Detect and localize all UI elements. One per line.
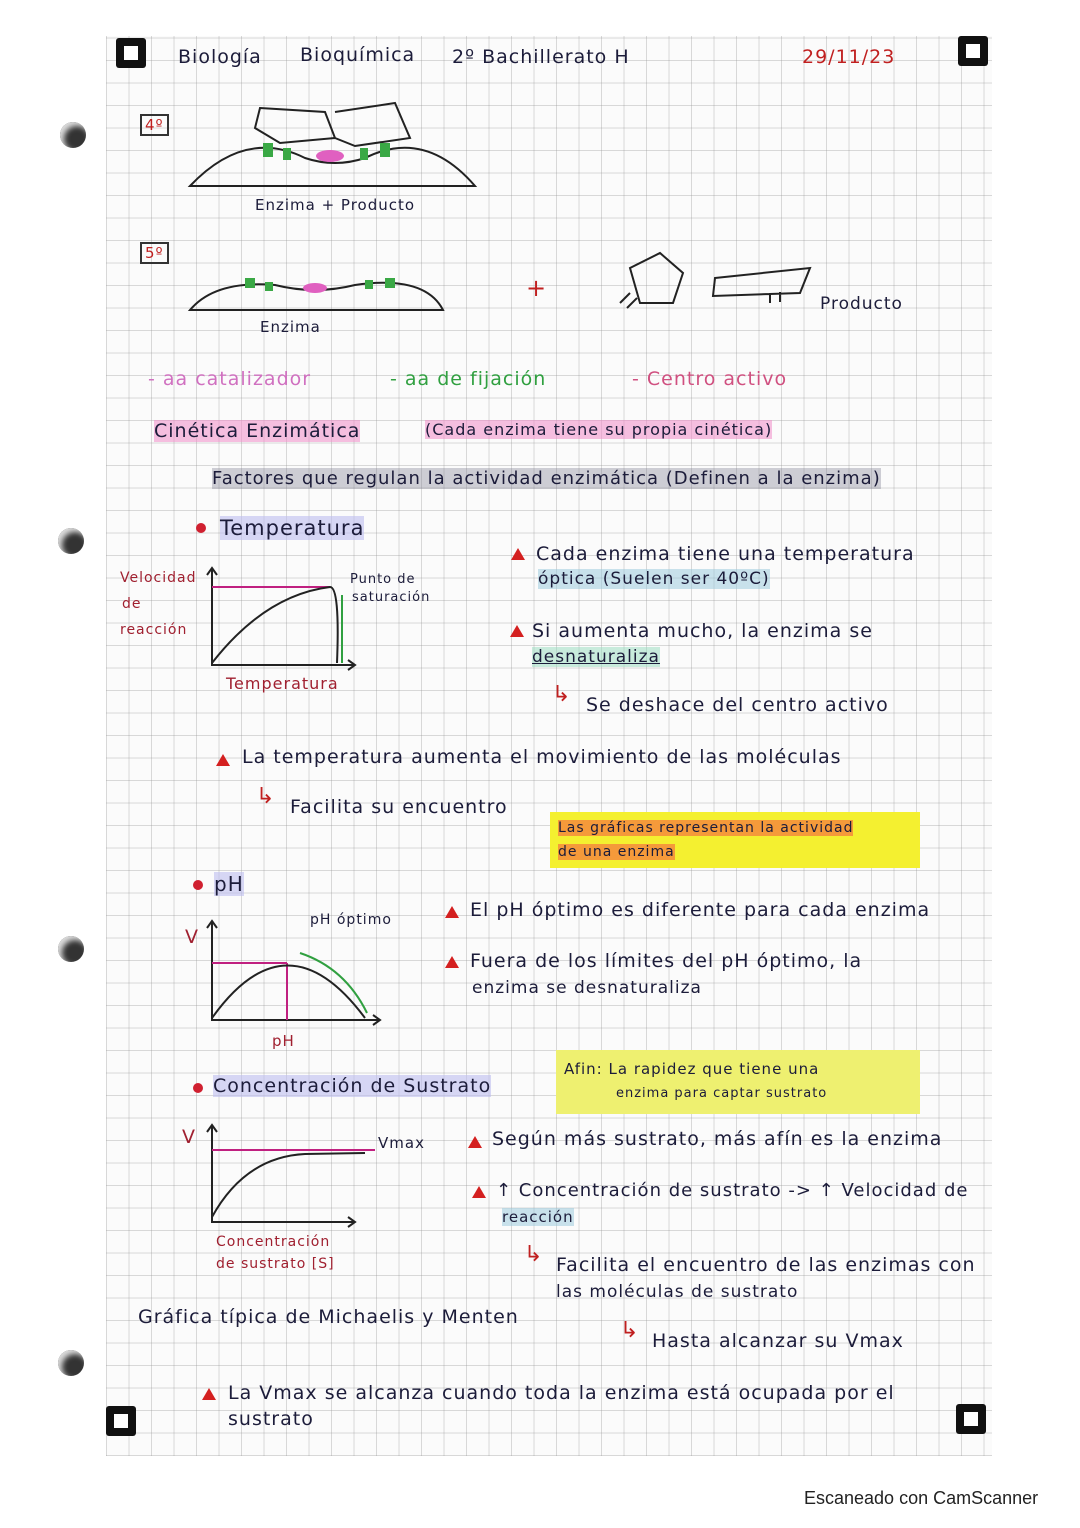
ph-note: enzima se desnaturaliza: [472, 978, 702, 998]
sticky-text: Afin: La rapidez que tiene una: [564, 1060, 820, 1078]
substrate-graph: [205, 1122, 385, 1232]
temp-xlabel: Temperatura: [226, 674, 339, 693]
substrate-note: sustrato: [228, 1408, 314, 1430]
temp-ylabel: reacción: [120, 622, 188, 638]
temp-note: Facilita su encuentro: [290, 796, 508, 818]
sticky-note: [556, 1050, 920, 1114]
temp-annotation: Punto de: [350, 572, 416, 587]
arrow-icon: ↳: [620, 1318, 640, 1343]
temp-annotation: saturación: [352, 590, 431, 605]
step-5-caption: Enzima: [260, 318, 321, 336]
header-subject: Biología: [178, 46, 262, 68]
temp-note: Se deshace del centro activo: [586, 694, 889, 716]
header-date: 29/11/23: [802, 46, 896, 68]
triangle-bullet-icon: [202, 1388, 216, 1400]
triangle-bullet-icon: [511, 548, 525, 560]
punch-hole: [58, 936, 84, 962]
substrate-xlabel: Concentración: [216, 1234, 331, 1250]
enzyme-product-drawing: [185, 98, 485, 193]
substrate-note: las moléculas de sustrato: [556, 1282, 799, 1302]
ph-note: El pH óptimo es diferente para cada enzima: [470, 899, 931, 921]
products-drawing: [615, 248, 820, 313]
section-title-note: (Cada enzima tiene su propia cinética): [425, 420, 773, 439]
temperature-heading: Temperatura: [220, 516, 365, 540]
triangle-bullet-icon: [468, 1136, 482, 1148]
temp-ylabel: de: [122, 596, 142, 612]
plus-sign: +: [526, 274, 548, 302]
triangle-bullet-icon: [216, 754, 230, 766]
ph-heading: pH: [214, 872, 244, 896]
punch-hole: [58, 1350, 84, 1376]
bullet-icon: [193, 880, 203, 890]
substrate-note: Hasta alcanzar su Vmax: [652, 1330, 904, 1352]
bullet-icon: [193, 1083, 203, 1093]
step-5-label: 5º: [140, 242, 169, 264]
punch-hole: [60, 122, 86, 148]
arrow-icon: ↳: [524, 1242, 544, 1267]
punch-hole: [58, 528, 84, 554]
camscanner-watermark: Escaneado con CamScanner: [804, 1488, 1039, 1508]
arrow-icon: ↳: [256, 784, 276, 809]
step-4-caption: Enzima + Producto: [255, 196, 416, 214]
graph-caption: Gráfica típica de Michaelis y Menten: [138, 1306, 519, 1328]
triangle-bullet-icon: [472, 1186, 486, 1198]
corner-marker: [116, 38, 146, 68]
temp-note: óptica (Suelen ser 40ºC): [538, 569, 770, 589]
corner-marker: [956, 1404, 986, 1434]
header-course: 2º Bachillerato H: [452, 46, 630, 68]
temp-note: La temperatura aumenta el movimiento de las moléculas: [242, 746, 842, 768]
step-5-product: Producto: [820, 294, 903, 314]
arrow-icon: ↳: [552, 682, 572, 707]
triangle-bullet-icon: [445, 906, 459, 918]
vmax-label: Vmax: [378, 1134, 425, 1152]
corner-marker: [958, 36, 988, 66]
bullet-icon: [196, 523, 206, 533]
substrate-note: reacción: [502, 1208, 574, 1226]
substrate-heading: Concentración de Sustrato: [213, 1075, 492, 1097]
enzyme-drawing: [185, 270, 450, 315]
ph-ylabel: V: [185, 926, 199, 948]
ph-xlabel: pH: [272, 1032, 295, 1050]
triangle-bullet-icon: [510, 625, 524, 637]
ph-annotation: pH óptimo: [310, 912, 392, 928]
sticky-text: de una enzima: [558, 844, 675, 860]
legend-catalytic: - aa catalizador: [148, 368, 312, 390]
ph-graph: [205, 918, 385, 1028]
substrate-note: ↑ Concentración de sustrato -> ↑ Velocidad de: [496, 1180, 969, 1201]
header-topic: Bioquímica: [300, 44, 416, 66]
sticky-note: [550, 812, 920, 868]
substrate-xlabel: de sustrato [S]: [216, 1256, 335, 1272]
sticky-text: Las gráficas representan la actividad: [558, 820, 854, 836]
temp-note: Cada enzima tiene una temperatura: [536, 543, 915, 565]
temp-ylabel: Velocidad: [120, 570, 197, 586]
temp-note: desnaturaliza: [532, 647, 660, 667]
substrate-note: Facilita el encuentro de las enzimas con: [556, 1254, 976, 1276]
temp-note: Si aumenta mucho, la enzima se: [532, 620, 873, 642]
section-title: Cinética Enzimática: [154, 420, 361, 442]
section-subtitle: Factores que regulan la actividad enzimática (Definen a la enzima): [212, 468, 881, 489]
legend-binding: - aa de fijación: [390, 368, 547, 390]
corner-marker: [106, 1406, 136, 1436]
ph-note: Fuera de los límites del pH óptimo, la: [470, 950, 863, 972]
substrate-note: Según más sustrato, más afín es la enzima: [492, 1128, 943, 1150]
legend-active-site: - Centro activo: [632, 368, 788, 390]
step-4-label: 4º: [140, 114, 169, 136]
substrate-ylabel: V: [182, 1126, 196, 1148]
triangle-bullet-icon: [445, 956, 459, 968]
substrate-note: La Vmax se alcanza cuando toda la enzima está ocupada por el: [228, 1382, 895, 1404]
sticky-text: enzima para captar sustrato: [616, 1086, 828, 1101]
temperature-graph: [205, 565, 365, 675]
